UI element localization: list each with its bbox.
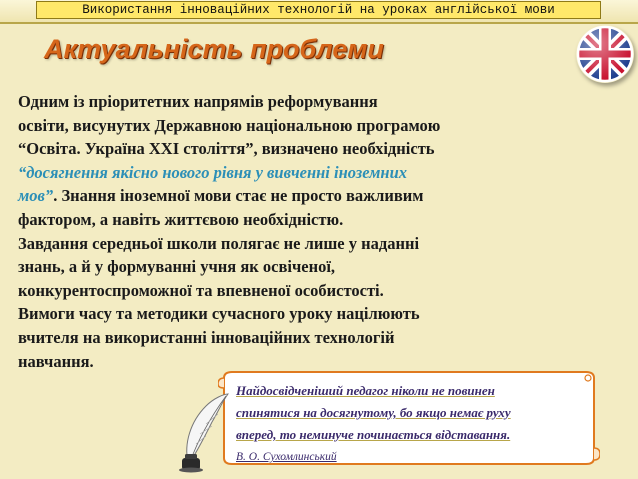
paragraph-line <box>18 326 578 350</box>
paragraph-text: . Знання іноземної мови стає не просто важливим <box>53 186 424 206</box>
quote-line: Найдосвідченіший педагог ніколи не повинен <box>236 383 495 398</box>
paragraph-line <box>18 137 578 161</box>
quote-block <box>236 380 576 468</box>
paragraph-text: “Освіта. Україна XXI століття”, визначено необхідність <box>18 139 435 159</box>
paragraph-line <box>18 161 578 185</box>
slide-heading: Актуальність проблеми <box>44 34 384 64</box>
paragraph-text: навчання. <box>18 351 94 371</box>
paragraph-text: Завдання середньої школи полягає не лише у наданні <box>18 233 420 253</box>
quote-author: В. О. Сухомлинський <box>236 451 337 463</box>
title-bar <box>0 0 638 24</box>
paragraph-text: конкурентоспроможної та впевненої особистості. <box>18 280 384 300</box>
body-paragraph <box>18 90 578 373</box>
presentation-title: Використання інноваційних технологій на уроках англійської мови <box>36 1 601 19</box>
paragraph-line <box>18 232 578 256</box>
paragraph-line <box>18 255 578 279</box>
paragraph-line <box>18 279 578 303</box>
quill-inkwell-icon <box>176 392 230 474</box>
paragraph-text: вчителя на використанні інноваційних технологій <box>18 327 395 347</box>
paragraph-text: Вимоги часу та методики сучасного уроку націлюють <box>18 304 420 324</box>
quote-line: спинятися на досягнутому, бо якщо немає руху <box>236 405 511 420</box>
paragraph-line <box>18 90 578 114</box>
quote-line: вперед, то неминуче починається відставання. <box>236 427 511 442</box>
highlighted-quote-text: мов” <box>18 186 54 206</box>
paragraph-text: Одним із пріоритетних напрямів реформування <box>18 92 378 111</box>
paragraph-line <box>18 302 578 326</box>
paragraph-line <box>18 114 578 138</box>
paragraph-text: знань, а й у формуванні учня як освіченої, <box>18 257 336 277</box>
highlighted-quote-text: “досягнення якісно нового рівня у вивченні іноземних <box>18 162 408 182</box>
uk-flag-icon <box>576 25 634 83</box>
paragraph-text: освіти, висунутих Державною національною програмою <box>18 115 441 135</box>
paragraph-line <box>18 184 578 208</box>
paragraph-line <box>18 208 578 232</box>
paragraph-text: фактором, а навіть життєвою необхідністю. <box>18 209 344 229</box>
